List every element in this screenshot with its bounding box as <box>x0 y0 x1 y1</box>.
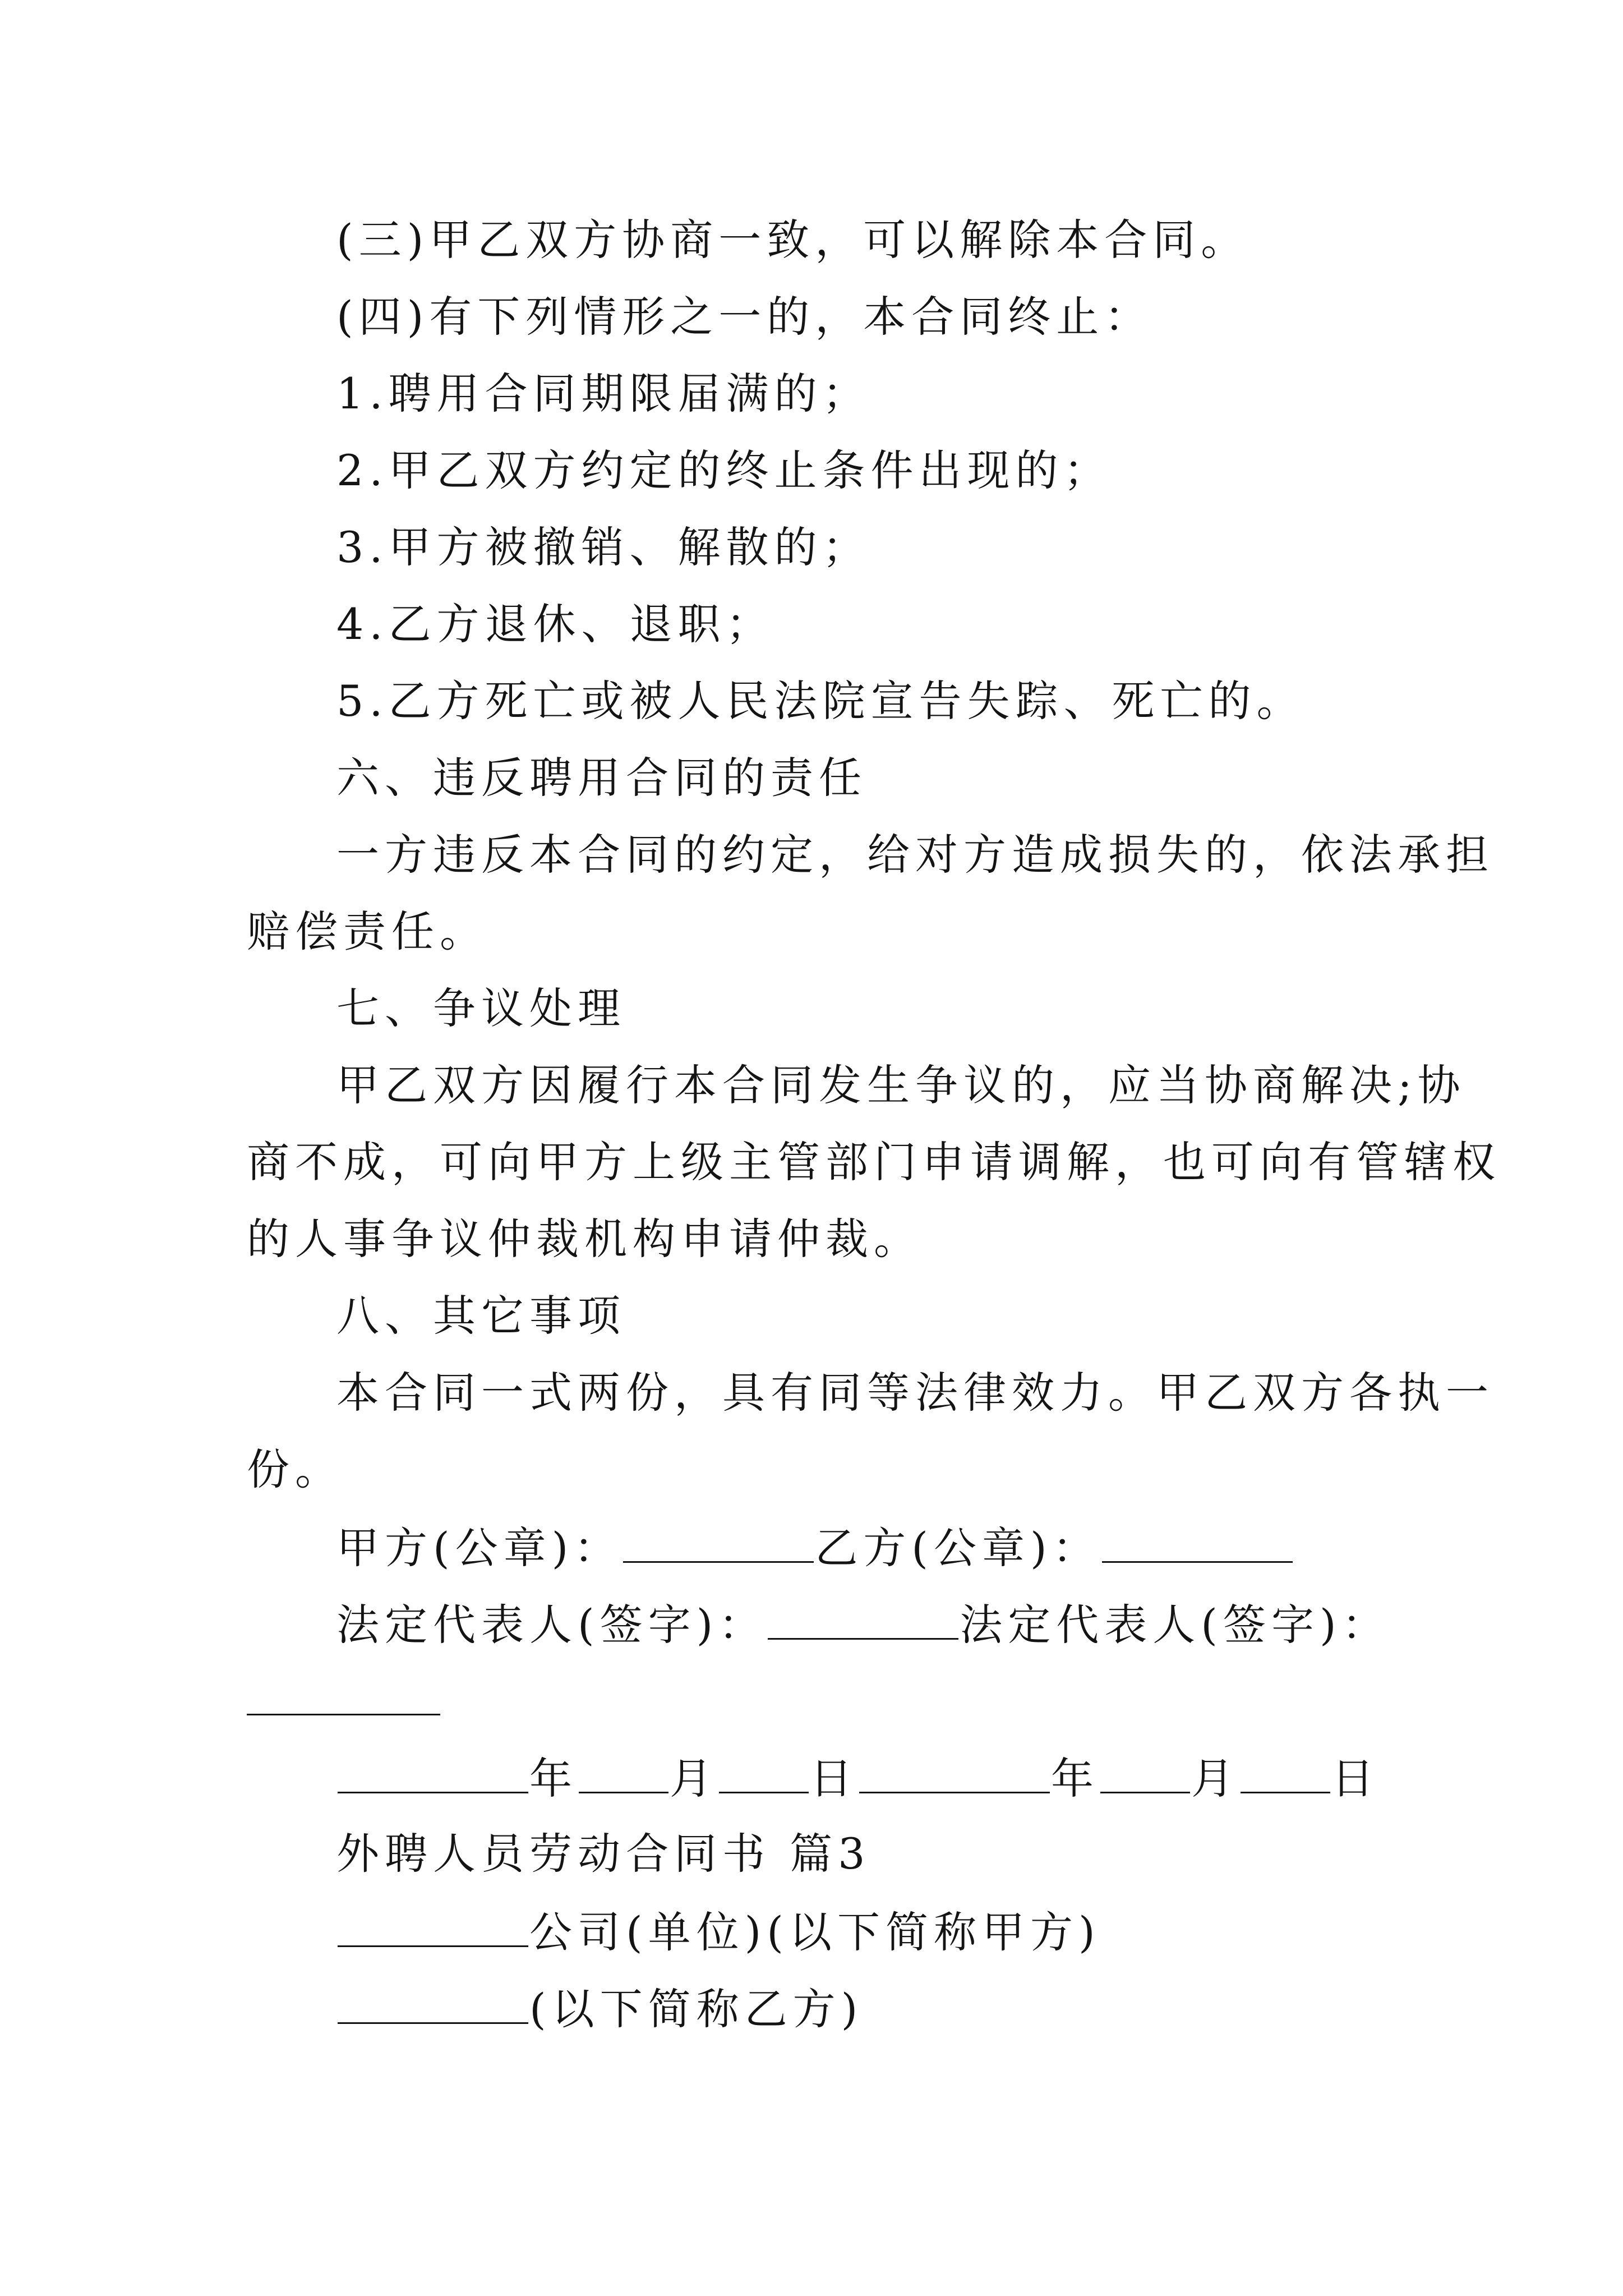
section-6-heading: 六、违反聘用合同的责任 <box>336 753 867 803</box>
section-8-text-line-1: 本合同一式两份，具有同等法律效力。甲乙双方各执一 <box>336 1368 1494 1418</box>
intro-party-a-text: 公司(单位)(以下简称甲方) <box>529 1907 1101 1957</box>
year-label-b: 年 <box>1051 1754 1099 1803</box>
list-item-4: 4.乙方退休、退职； <box>336 599 774 649</box>
party-b-seal-label: 乙方(公章)： <box>815 1523 1101 1573</box>
date-line <box>336 1749 1380 1807</box>
list-item-5: 5.乙方死亡或被人民法院宣告失踪、死亡的。 <box>336 676 1305 726</box>
party-b-month-field[interactable] <box>1100 1749 1190 1793</box>
section-8-heading: 八、其它事项 <box>336 1291 626 1341</box>
clause-4-text: (四)有下列情形之一的，本合同终止： <box>336 292 1153 342</box>
section-7-text-line-1: 甲乙双方因履行本合同发生争议的，应当协商解决;协 <box>336 1060 1466 1110</box>
company-name-field[interactable] <box>338 1903 528 1947</box>
party-b-seal-field[interactable] <box>1102 1519 1293 1563</box>
year-label-a: 年 <box>529 1754 578 1803</box>
party-a-day-field[interactable] <box>719 1749 809 1793</box>
representative-line <box>336 1595 1390 1653</box>
section-6-text-line-2: 赔偿责任。 <box>247 907 488 956</box>
employee-name-field[interactable] <box>338 1980 528 2024</box>
party-b-day-field[interactable] <box>1241 1749 1330 1793</box>
party-a-month-field[interactable] <box>579 1749 668 1793</box>
list-item-1: 1.聘用合同期限届满的； <box>336 369 871 418</box>
party-b-rep-label: 法定代表人(签字)： <box>960 1600 1390 1650</box>
intro-party-a-line <box>336 1903 1101 1961</box>
month-label-a: 月 <box>670 1754 718 1803</box>
clause-3-text: (三)甲乙双方协商一致，可以解除本合同。 <box>336 215 1249 265</box>
section-7-text-line-2: 商不成，可向甲方上级主管部门申请调解，也可向有管辖权 <box>247 1137 1501 1187</box>
party-a-rep-label: 法定代表人(签字)： <box>336 1600 767 1650</box>
party-a-seal-field[interactable] <box>623 1519 814 1563</box>
list-item-2: 2.甲乙双方约定的终止条件出现的； <box>336 445 1112 495</box>
section-8-text-line-2: 份。 <box>247 1444 343 1494</box>
document-heading: 外聘人员劳动合同书 篇3 <box>336 1829 871 1879</box>
day-label-a: 日 <box>810 1754 858 1803</box>
party-b-rep-field[interactable] <box>247 1714 440 1715</box>
intro-party-b-line <box>336 1980 863 2037</box>
section-7-heading: 七、争议处理 <box>336 983 626 1033</box>
section-6-text-line-1: 一方违反本合同的约定，给对方造成损失的，依法承担 <box>336 830 1494 880</box>
party-a-rep-field[interactable] <box>768 1595 958 1640</box>
list-item-3: 3.甲方被撤销、解散的； <box>336 522 871 572</box>
party-b-year-field[interactable] <box>859 1749 1050 1793</box>
section-7-text-line-3: 的人事争议仲裁机构申请仲裁。 <box>247 1214 922 1264</box>
party-a-year-field[interactable] <box>338 1749 528 1793</box>
month-label-b: 月 <box>1191 1754 1239 1803</box>
day-label-b: 日 <box>1331 1754 1380 1803</box>
seal-line <box>336 1519 1294 1576</box>
intro-party-b-text: (以下简称乙方) <box>529 1984 864 2034</box>
party-a-seal-label: 甲方(公章)： <box>336 1523 623 1573</box>
